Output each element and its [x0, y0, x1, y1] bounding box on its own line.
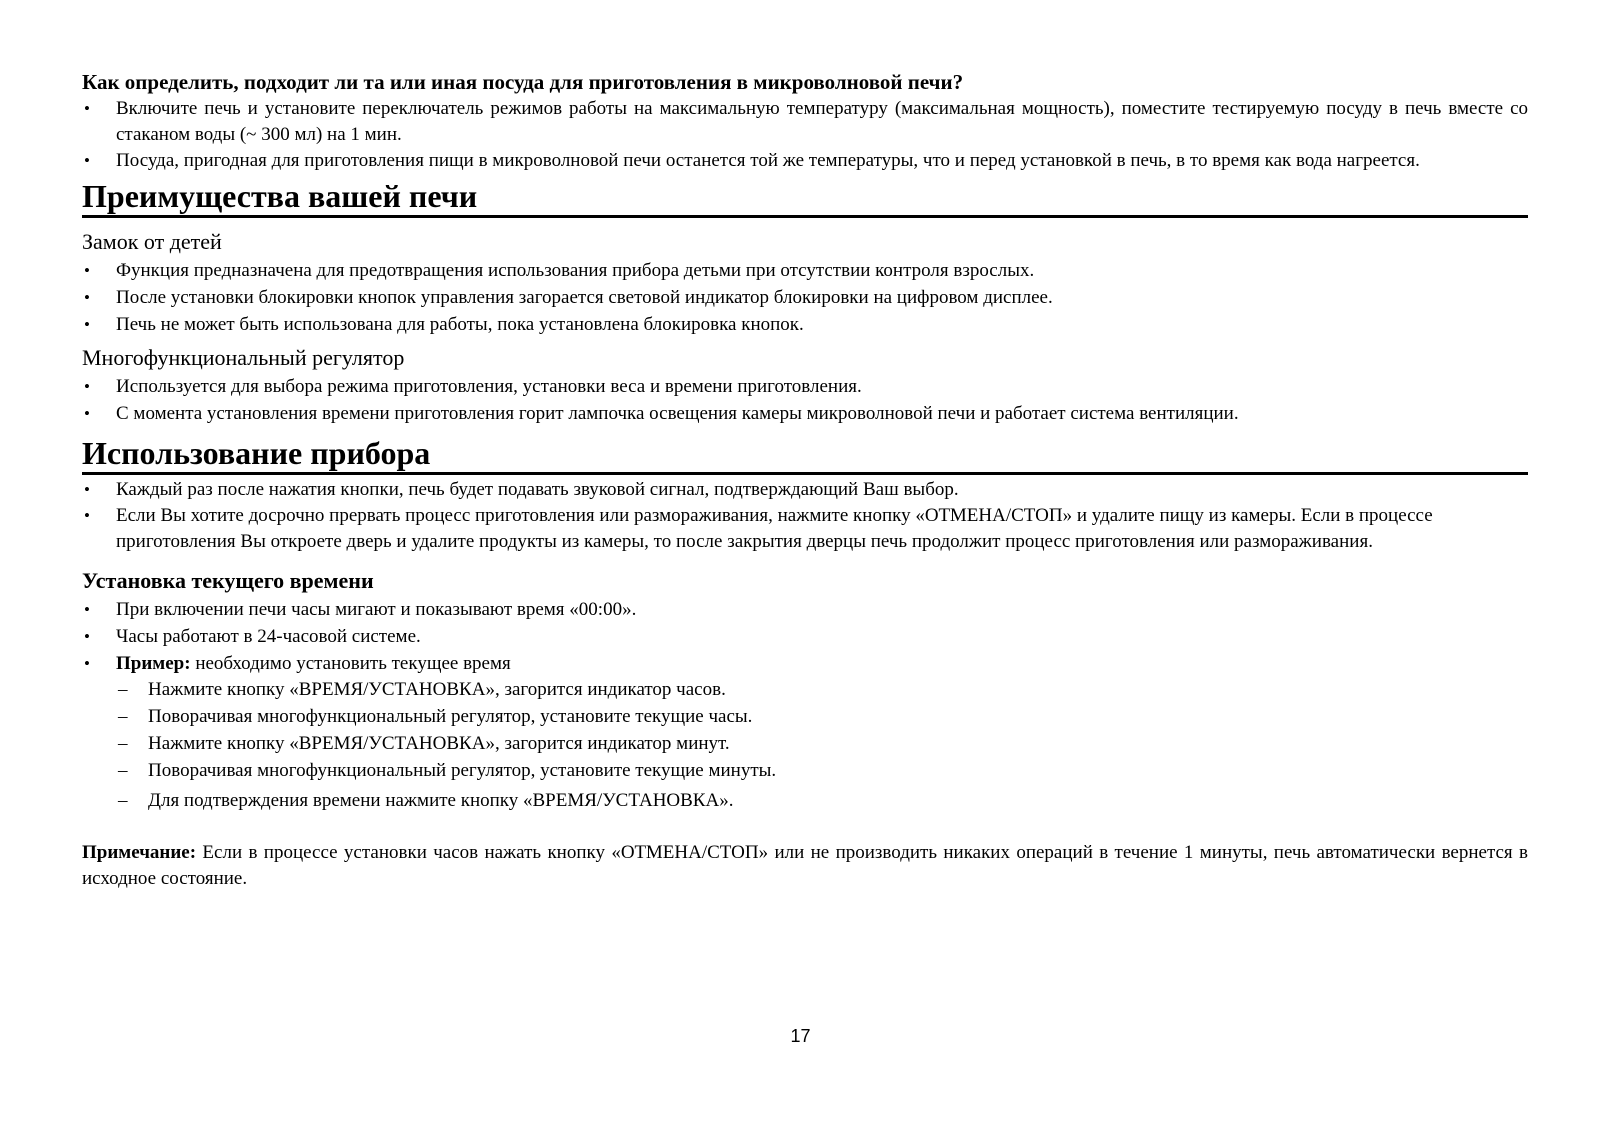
intro-list: [82, 96, 1528, 174]
list-item: • Если Вы хотите досрочно прервать процесс приготовления или размораживания, нажмите кнопку «ОТМЕНА/СТОП» и удалите пищу из камеры. Если в процессе приготовления Вы откроете дверь и удалите продукты из камеры, то после закрытия дверцы печь продолжит процесс приготовления или размораживания.: [82, 503, 1528, 555]
list-item: • Включите печь и установите переключатель режимов работы на максимальную температуру (максимальная мощность), поместите тестируемую посуду в печь вместе со стаканом воды (~ 300 мл) на 1 мин.: [82, 96, 1528, 148]
page-number: 17: [790, 1026, 811, 1046]
list-item: • Каждый раз после нажатия кнопки, печь будет подавать звуковой сигнал, подтверждающий Ваш выбор.: [82, 477, 1528, 503]
usage-list: [82, 477, 1528, 555]
example-item: [82, 651, 1528, 677]
note-label: Примечание:: [82, 842, 197, 863]
list-item: • С момента установления времени приготовления горит лампочка освещения камеры микроволновой печи и работает система вентиляции.: [82, 401, 1528, 427]
clock-list: [82, 597, 1528, 677]
list-item: • Печь не может быть использована для работы, пока установлена блокировка кнопок.: [82, 312, 1528, 338]
example-text: необходимо установить текущее время: [190, 653, 511, 674]
list-item: • Часы работают в 24-часовой системе.: [82, 624, 1528, 650]
list-item: • При включении печи часы мигают и показывают время «00:00».: [82, 597, 1528, 623]
clock-steps: [82, 677, 1528, 814]
list-item: • После установки блокировки кнопок управления загорается световой индикатор блокировки на цифровом дисплее.: [82, 285, 1528, 311]
note: [82, 840, 1528, 892]
list-item: • Используется для выбора режима приготовления, установки веса и времени приготовления.: [82, 374, 1528, 400]
note-text: Если в процессе установки часов нажать кнопку «ОТМЕНА/СТОП» или не производить никаких операций в течение 1 минуты, печь автоматически вернется в исходное состояние.: [82, 842, 1528, 889]
example-label: Пример:: [116, 653, 191, 674]
subsection-title-regulator: Многофункциональный регулятор: [82, 345, 405, 370]
page-content: [82, 68, 1528, 892]
section-title-advantages: Преимущества вашей печи: [82, 178, 1528, 218]
regulator-list: [82, 374, 1528, 427]
list-item: • Посуда, пригодная для приготовления пищи в микроволновой печи останется той же температуры, что и перед установкой в печь, в то время как вода нагреется.: [82, 148, 1528, 174]
step-item: – Нажмите кнопку «ВРЕМЯ/УСТАНОВКА», загорится индикатор часов.: [82, 677, 1528, 703]
intro-title: Как определить, подходит ли та или иная посуда для приготовления в микроволновой печи?: [82, 70, 964, 94]
child-lock-list: [82, 258, 1528, 338]
subsection-title-clock: Установка текущего времени: [82, 568, 374, 593]
subsection-title-child-lock: Замок от детей: [82, 229, 222, 254]
step-item: – Нажмите кнопку «ВРЕМЯ/УСТАНОВКА», загорится индикатор минут.: [82, 731, 1528, 757]
step-item: – Поворачивая многофункциональный регулятор, установите текущие часы.: [82, 704, 1528, 730]
list-item: • Функция предназначена для предотвращения использования прибора детьми при отсутствии контроля взрослых.: [82, 258, 1528, 284]
section-title-usage: Использование прибора: [82, 435, 1528, 475]
step-item: – Поворачивая многофункциональный регулятор, установите текущие минуты.: [82, 758, 1528, 784]
step-item: – Для подтверждения времени нажмите кнопку «ВРЕМЯ/УСТАНОВКА».: [82, 788, 1528, 814]
